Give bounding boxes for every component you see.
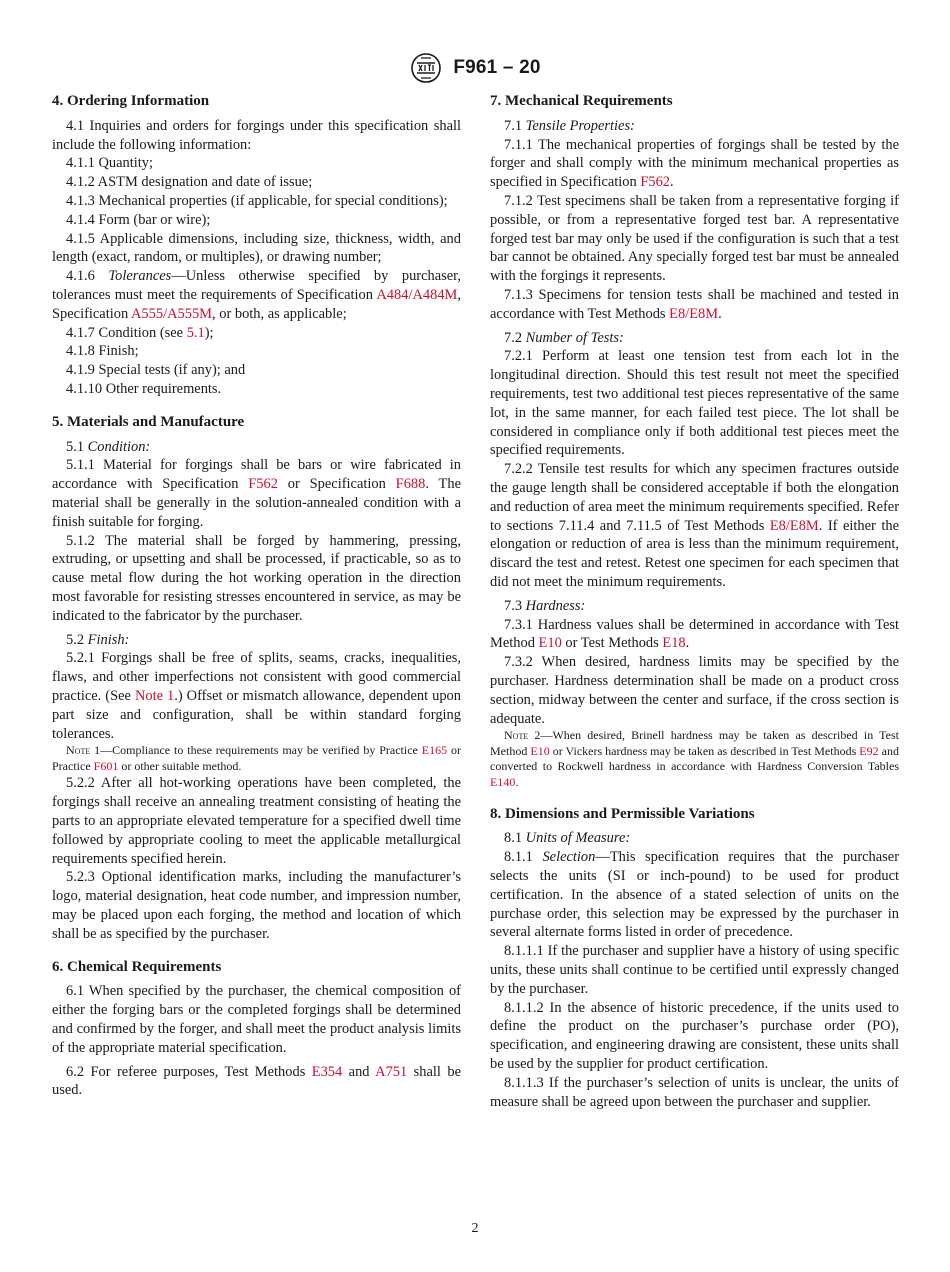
- page-header: [0, 52, 950, 84]
- paragraph: 4.1.7 Condition (see 5.1);: [66, 324, 214, 341]
- link-a555[interactable]: A555/A555M: [130, 305, 212, 322]
- link-f601[interactable]: F601: [93, 758, 119, 773]
- paragraph: 5.1 Condition:: [66, 438, 151, 455]
- link-f562[interactable]: F562: [248, 476, 278, 493]
- page-number: 2: [471, 1221, 479, 1236]
- paragraph: 7.3.1 Hardness values shall be determined in accordance with Test Method E10 or Test Methods E18.: [490, 616, 899, 652]
- link-f562[interactable]: F562: [640, 174, 671, 191]
- paragraph: 4.1.1 Quantity;: [66, 155, 154, 172]
- link-e140[interactable]: E140: [490, 775, 516, 790]
- astm-logo-icon: [409, 52, 443, 84]
- paragraph: 7.1.2 Test specimens shall be taken from a representative forging if possible, or from a representative forged test bar. A representative forged test bar may only be used if the configuration is such that a test bar cannot be obtained. Any specially forged test bar must be annealed with the forgings it represents.: [490, 192, 899, 285]
- note-2: Note 2—When desired, Brinell hardness may be taken as described in Test Method E10 or Vickers hardness may be taken as described in Test Methods E92 and converted to Rockwell hardness in accordance with Hardness Conversion Tables E140.: [490, 728, 900, 790]
- paragraph: 4.1.10 Other requirements.: [66, 380, 222, 397]
- paragraph: 7.1 Tensile Properties:: [504, 117, 635, 134]
- link-5-1[interactable]: 5.1: [186, 324, 205, 341]
- paragraph: 5.1.1 Material for forgings shall be bars or wire fabricated in accordance with Specification F562 or Specification F688. The material shall be generally in the solution-annealed condition with a finish suitable for forging.: [52, 457, 461, 530]
- paragraph: 5.2.3 Optional identification marks, including the manufacturer’s logo, material designation, heat code number, and impression number, may be placed upon each forging, the method and location of which shall be as specified by the purchaser.: [52, 869, 461, 942]
- note-1: Note 1—Compliance to these requirements may be verified by Practice E165 or Practice F601 or other suitable method.: [52, 743, 462, 773]
- link-a484[interactable]: A484/A484M: [376, 286, 458, 303]
- right-column: [490, 92, 899, 1111]
- link-e165[interactable]: E165: [421, 743, 448, 758]
- link-e354[interactable]: E354: [311, 1063, 343, 1080]
- paragraph: 8.1.1.3 If the purchaser’s selection of units is unclear, the units of measure shall be agreed upon between the purchaser and supplier.: [490, 1074, 899, 1110]
- paragraph: 7.3.2 When desired, hardness limits may be specified by the purchaser. Hardness determination shall be made on a product cross section, midway between the center and surface, if the cross section is adequate.: [490, 654, 899, 727]
- link-f688[interactable]: F688: [395, 476, 426, 493]
- paragraph: 4.1.4 Form (bar or wire);: [66, 211, 211, 228]
- paragraph: 5.2.2 After all hot-working operations have been completed, the forgings shall receive an annealing treatment consisting of heating the parts to an appropriate elevated temperature for a specified dwell time followed by appropriate cooling to meet the applicable metallurgical requirements specified herein.: [52, 775, 461, 867]
- link-e8[interactable]: E8/E8M: [769, 517, 819, 534]
- designation-title: F961 – 20: [453, 57, 541, 78]
- paragraph: 4.1.6 Tolerances—Unless otherwise specified by purchaser, tolerances must meet the requirements of Specification A484/A484M, Specification A555/A555M, or both, as applicable;: [52, 268, 462, 322]
- paragraph: 7.1.1 The mechanical properties of forgings shall be tested by the forger and shall comply with the minimum mechanical properties as specified in Specification F562.: [490, 136, 899, 191]
- section-heading: 7. Mechanical Requirements: [490, 93, 673, 109]
- paragraph: 4.1.5 Applicable dimensions, including size, thickness, width, and length (exact, random, or multiples), or drawing number;: [52, 230, 461, 266]
- section-heading: 8. Dimensions and Permissible Variations: [490, 805, 755, 822]
- paragraph: 7.2 Number of Tests:: [504, 329, 624, 346]
- link-note-1[interactable]: Note 1: [134, 687, 175, 704]
- paragraph: 5.2 Finish:: [66, 631, 130, 648]
- link-e8[interactable]: E8/E8M: [669, 305, 719, 322]
- section-heading: 5. Materials and Manufacture: [52, 413, 245, 430]
- paragraph: 8.1.1 Selection—This specification requires that the purchaser selects the units (SI or inch-pound) to be used for product certification. In the absence of a stated selection of units on the purchase order, this selection may be expressed by the purchaser in several alternate forms listed in order of precedence.: [490, 849, 900, 941]
- paragraph: 5.1.2 The material shall be forged by hammering, pressing, extruding, or upsetting and shall be processed, if practicable, so as to cause metal flow during the hot working operation in the direction most favorable for resisting stresses encountered in service, as may be indicated to the fabricator by the purchaser.: [52, 532, 461, 624]
- paragraph: 4.1 Inquiries and orders for forgings under this specification shall include the following information:: [52, 117, 461, 153]
- paragraph: 4.1.9 Special tests (if any); and: [66, 362, 246, 379]
- link-e10[interactable]: E10: [538, 635, 562, 652]
- paragraph: 4.1.2 ASTM designation and date of issue;: [66, 174, 313, 191]
- paragraph: 6.2 For referee purposes, Test Methods E354 and A751 shall be used.: [52, 1063, 461, 1099]
- section-heading: 4. Ordering Information: [52, 93, 210, 109]
- link-e18[interactable]: E18: [662, 635, 686, 652]
- link-a751[interactable]: A751: [375, 1063, 408, 1080]
- paragraph: 8.1.1.2 In the absence of historic precedence, if the units used to define the product on the purchaser’s purchase order (PO), specification, and engineering drawing are consistent, these units shall be used by the supplier for product certification.: [490, 999, 899, 1073]
- paragraph: 8.1 Units of Measure:: [504, 830, 631, 847]
- paragraph: 8.1.1.1 If the purchaser and supplier have a history of using specific units, these units shall continue to be certified until expressly changed by the purchaser.: [490, 943, 899, 997]
- section-heading: 6. Chemical Requirements: [52, 958, 222, 975]
- paragraph: 7.2.2 Tensile test results for which any specimen fractures outside the gauge length shall be considered acceptable if both the elongation and reduction of area meet the minimum requirements specified. Refer to sections 7.11.4 and 7.11.5 of Test Methods E8/E8M. If either the elongation or reduction of area is less than the minimum requirement, discard the test and retest. Retest one specimen for each specimen that did not meet the minimum requirements.: [490, 461, 899, 590]
- paragraph: 7.3 Hardness:: [504, 597, 586, 614]
- paragraph: 7.1.3 Specimens for tension tests shall be machined and tested in accordance with Test Methods E8/E8M.: [490, 286, 899, 322]
- paragraph: 5.2.1 Forgings shall be free of splits, seams, cracks, inequalities, flaws, and other imperfections not consistent with good commercial practice. (See Note 1.) Offset or mismatch allowance, dependent upon part size and configuration, shall be within standard forging tolerances.: [52, 650, 461, 742]
- paragraph: 6.1 When specified by the purchaser, the chemical composition of either the forging bars or the completed forgings shall be determined and confirmed by the forger, and shall meet the product analysis limits of the appropriate material specification.: [52, 983, 461, 1056]
- paragraph: 7.2.1 Perform at least one tension test from each lot in the longitudinal direction. Should this test result not meet the specified requirements, test two additional test pieces representative of the same lot, in the same manner, for each failed test piece. The lot shall be considered in compliance only if both additional test pieces meet the specified requirements.: [490, 348, 899, 459]
- left-column: [52, 92, 461, 1100]
- link-e92[interactable]: E92: [859, 743, 879, 758]
- paragraph: 4.1.3 Mechanical properties (if applicable, for special conditions);: [66, 192, 448, 209]
- link-e10[interactable]: E10: [530, 743, 550, 758]
- paragraph: 4.1.8 Finish;: [66, 343, 139, 360]
